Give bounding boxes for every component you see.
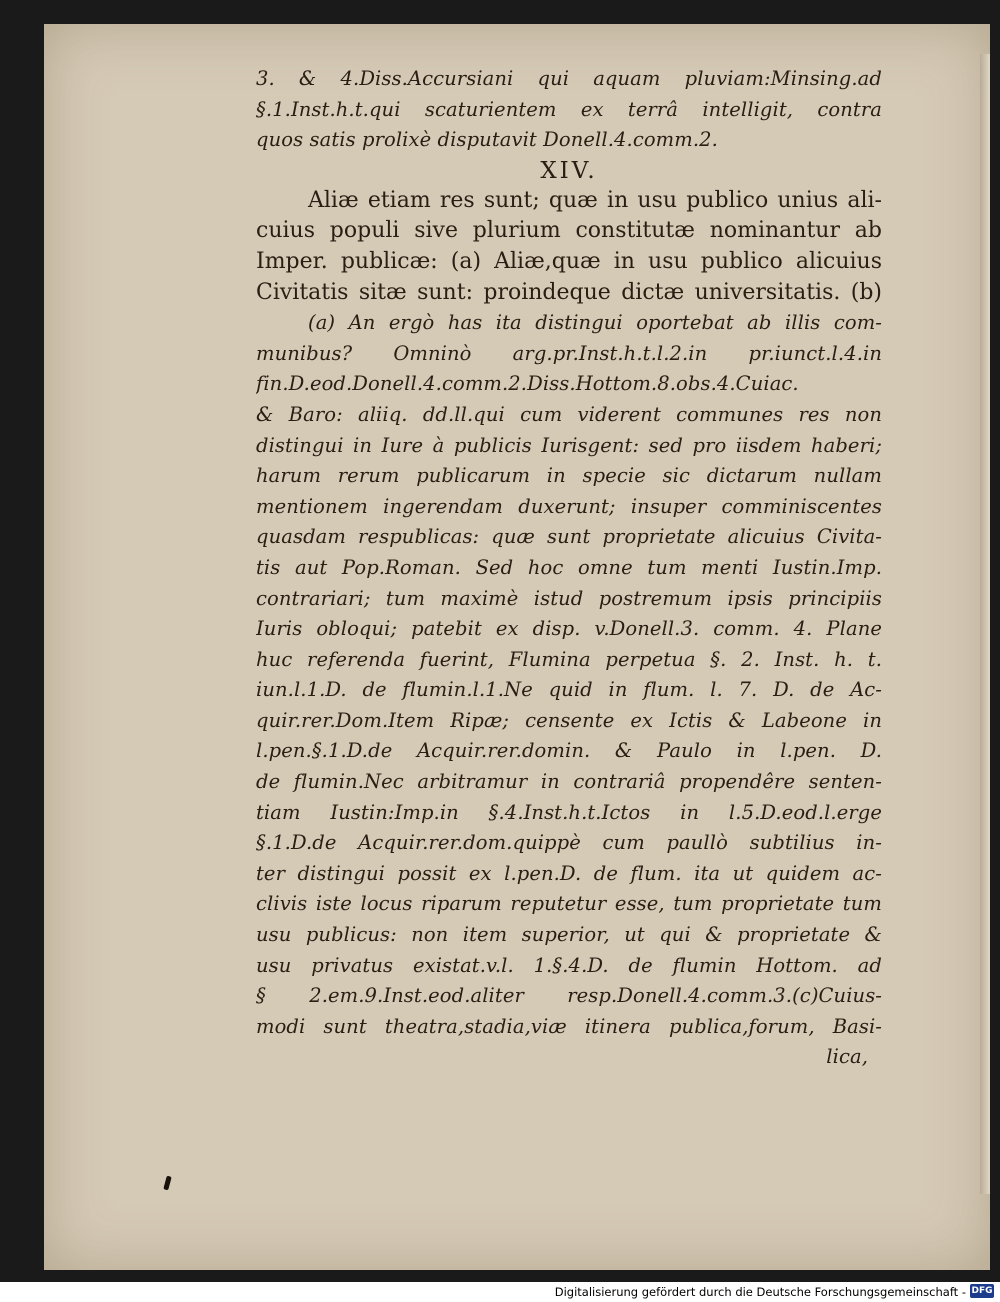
note-line: mentionem ingerendam duxerunt; insuper comminiscentes [256,494,882,518]
note-line: harum rerum publicarum in specie sic dictarum nullam [256,464,882,488]
note-line: §.1.D.de Acquir.rer.dom.quippè cum paullò subtilius in- [256,831,882,855]
text-line: quos satis prolixè disputavit Donell.4.comm.2. [256,128,718,152]
note-line: usu privatus existat.v.l. 1.§.4.D. de flumin Hottom. ad [256,953,882,977]
text-line: §.1.Inst.h.t.qui scaturientem ex terrâ intelligit, contra [256,97,882,121]
page-edge [980,54,990,1194]
note-line: l.pen.§.1.D.de Acquir.rer.domin. & Paulo in l.pen. D. [256,739,882,763]
note-line: distingui in Iure à publicis Iurisgent: sed pro iisdem haberi; [256,433,882,457]
dfg-logo-icon: DFG [971,1286,993,1296]
note-line: tis aut Pop.Roman. Sed hoc omne tum menti Iustin.Imp. [256,555,882,579]
note-line: fin.D.eod.Donell.4.comm.2.Diss.Hottom.8.obs.4.Cuiac. [256,372,799,396]
note-line: usu publicus: non item superior, ut qui & proprietate & [256,923,882,947]
note-line: huc referenda fuerint, Flumina perpetua §. 2. Inst. h. t. [256,647,882,671]
note-line: quasdam respublicas: quæ sunt proprietate alicuius Civita- [256,525,882,549]
note-line: § 2.em.9.Inst.eod.aliter resp.Donell.4.comm.3.(c)Cuius- [256,984,882,1008]
page-text [256,64,882,1073]
note-line: ter distingui possit ex l.pen.D. de flum. ita ut quidem ac- [256,861,882,885]
note-line: clivis iste locus riparum reputetur esse, tum proprietate tum [256,892,882,916]
text-line: Imper. publicæ: (a) Aliæ,quæ in usu publico alicuius [256,248,882,274]
note-line: munibus? Omninò arg.pr.Inst.h.t.l.2.in pr.iunct.l.4.in [256,341,882,365]
note-line: tiam Iustin:Imp.in §.4.Inst.h.t.Ictos in l.5.D.eod.l.erge [256,800,882,824]
footer-credit: Digitalisierung gefördert durch die Deutsche Forschungsgemeinschaft - [554,1285,966,1299]
note-line: modi sunt theatra,stadia,viæ itinera publica,forum, Basi- [256,1014,882,1038]
text-line: cuius populi sive plurium constitutæ nominantur ab [256,218,882,244]
text-line: Civitatis sitæ sunt: proindeque dictæ universitatis. (b) [256,279,882,305]
note-line: & Baro: aliiq. dd.ll.qui cum viderent communes res non [256,402,882,426]
note-line: (a) An ergò has ita distingui oportebat ab illis com- [308,311,882,335]
note-line: Iuris obloqui; patebit ex disp. v.Donell.3. comm. 4. Plane [256,617,882,641]
note-line: de flumin.Nec arbitramur in contrariâ propendêre senten- [256,770,882,794]
note-line: quir.rer.Dom.Item Ripæ; censente ex Ictis & Labeone in [256,708,882,732]
text-line: 3. & 4.Diss.Accursiani qui aquam pluviam:Minsing.ad [256,67,882,90]
note-line: iun.l.1.D. de flumin.l.1.Ne quid in flum. l. 7. D. de Ac- [256,678,882,702]
catchword: lica, [826,1045,868,1069]
note-line: contrariari; tum maximè istud postremum ipsis principiis [256,586,882,610]
text-line: Aliæ etiam res sunt; quæ in usu publico unius ali- [308,187,882,213]
section-heading: XIV. [540,157,598,184]
